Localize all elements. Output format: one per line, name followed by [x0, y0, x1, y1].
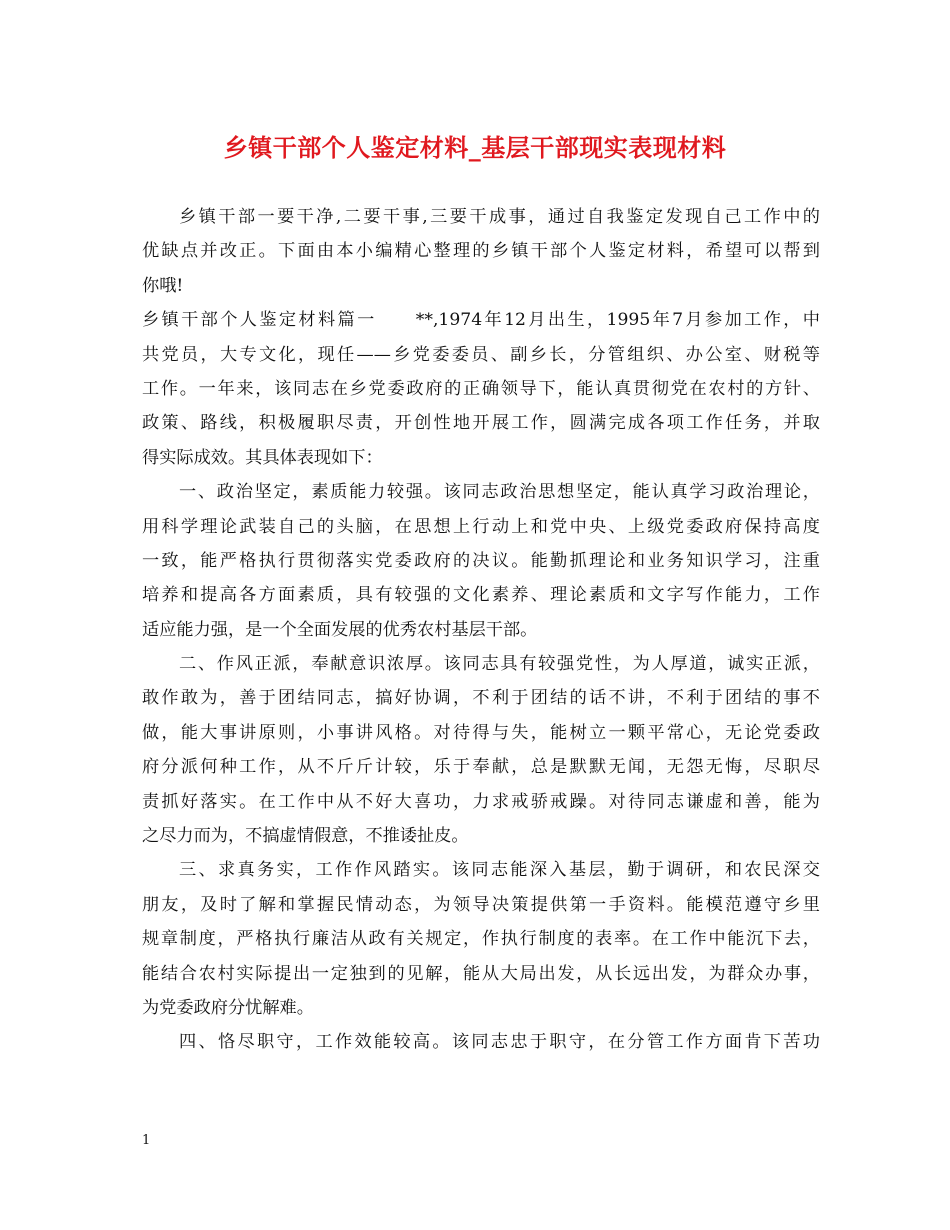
text-line: 用科学理论武装自己的头脑，在思想上行动上和党中央、上级党委政府保持高度	[142, 516, 820, 537]
text-line: 四、恪尽职守，工作效能较高。该同志忠于职守，在分管工作方面肯下苦功	[179, 1032, 820, 1053]
text-line: 之尽力而为，不搞虚情假意，不推诿扯皮。	[142, 826, 469, 847]
document-body	[142, 200, 820, 1060]
text-line: 朋友，及时了解和掌握民情动态，为领导决策提供第一手资料。能模范遵守乡里	[142, 894, 820, 915]
text-line: 优缺点并改正。下面由本小编精心整理的乡镇干部个人鉴定材料，希望可以帮到	[142, 241, 820, 262]
text-line: 培养和提高各方面素质，具有较强的文化素养、理论素质和文字写作能力，工作	[142, 585, 820, 606]
text-line: 一致，能严格执行贯彻落实党委政府的决议。能勤抓理论和业务知识学习，注重	[142, 550, 820, 571]
text-line: 敢作敢为，善于团结同志，搞好协调，不利于团结的话不讲，不利于团结的事不	[142, 688, 820, 709]
page-number: 1	[142, 1133, 151, 1148]
text-line: 共党员，大专文化，现任——乡党委委员、副乡长，分管组织、办公室、财税等	[142, 344, 820, 365]
text-line: 为党委政府分忧解难。	[142, 997, 314, 1018]
text-line: 规章制度，严格执行廉洁从政有关规定，作执行制度的表率。在工作中能沉下去，	[142, 929, 820, 950]
text-line: 适应能力强，是一个全面发展的优秀农村基层干部。	[142, 619, 538, 640]
document-title: 乡镇干部个人鉴定材料_基层干部现实表现材料	[223, 133, 727, 162]
text-line: 你哦!	[142, 275, 184, 296]
text-line: 乡镇干部个人鉴定材料篇一 **,1974年12月出生，1995年7月参加工作，中	[142, 310, 820, 331]
text-line: 得实际成效。其具体表现如下：	[142, 447, 383, 468]
text-line: 乡镇干部一要干净,二要干事,三要干成事，通过自我鉴定发现自己工作中的	[179, 207, 820, 227]
text-line: 政策、路线，积极履职尽责，开创性地开展工作，圆满完成各项工作任务，并取	[142, 413, 820, 434]
text-line: 三、求真务实，工作作风踏实。该同志能深入基层，勤于调研，和农民深交	[179, 860, 820, 881]
text-line: 做，能大事讲原则，小事讲风格。对待得与失，能树立一颗平常心，无论党委政	[142, 722, 820, 743]
text-line: 责抓好落实。在工作中从不好大喜功，力求戒骄戒躁。对待同志谦虚和善，能为	[142, 791, 820, 812]
text-line: 二、作风正派，奉献意识浓厚。该同志具有较强党性，为人厚道，诚实正派，	[179, 654, 820, 675]
text-line: 一、政治坚定，素质能力较强。该同志政治思想坚定，能认真学习政治理论，	[179, 482, 820, 503]
text-line: 能结合农村实际提出一定独到的见解，能从大局出发，从长远出发，为群众办事，	[142, 963, 820, 984]
text-line: 工作。一年来，该同志在乡党委政府的正确领导下，能认真贯彻党在农村的方针、	[142, 378, 820, 399]
text-line: 府分派何种工作，从不斤斤计较，乐于奉献，总是默默无闻，无怨无悔，尽职尽	[142, 757, 820, 778]
